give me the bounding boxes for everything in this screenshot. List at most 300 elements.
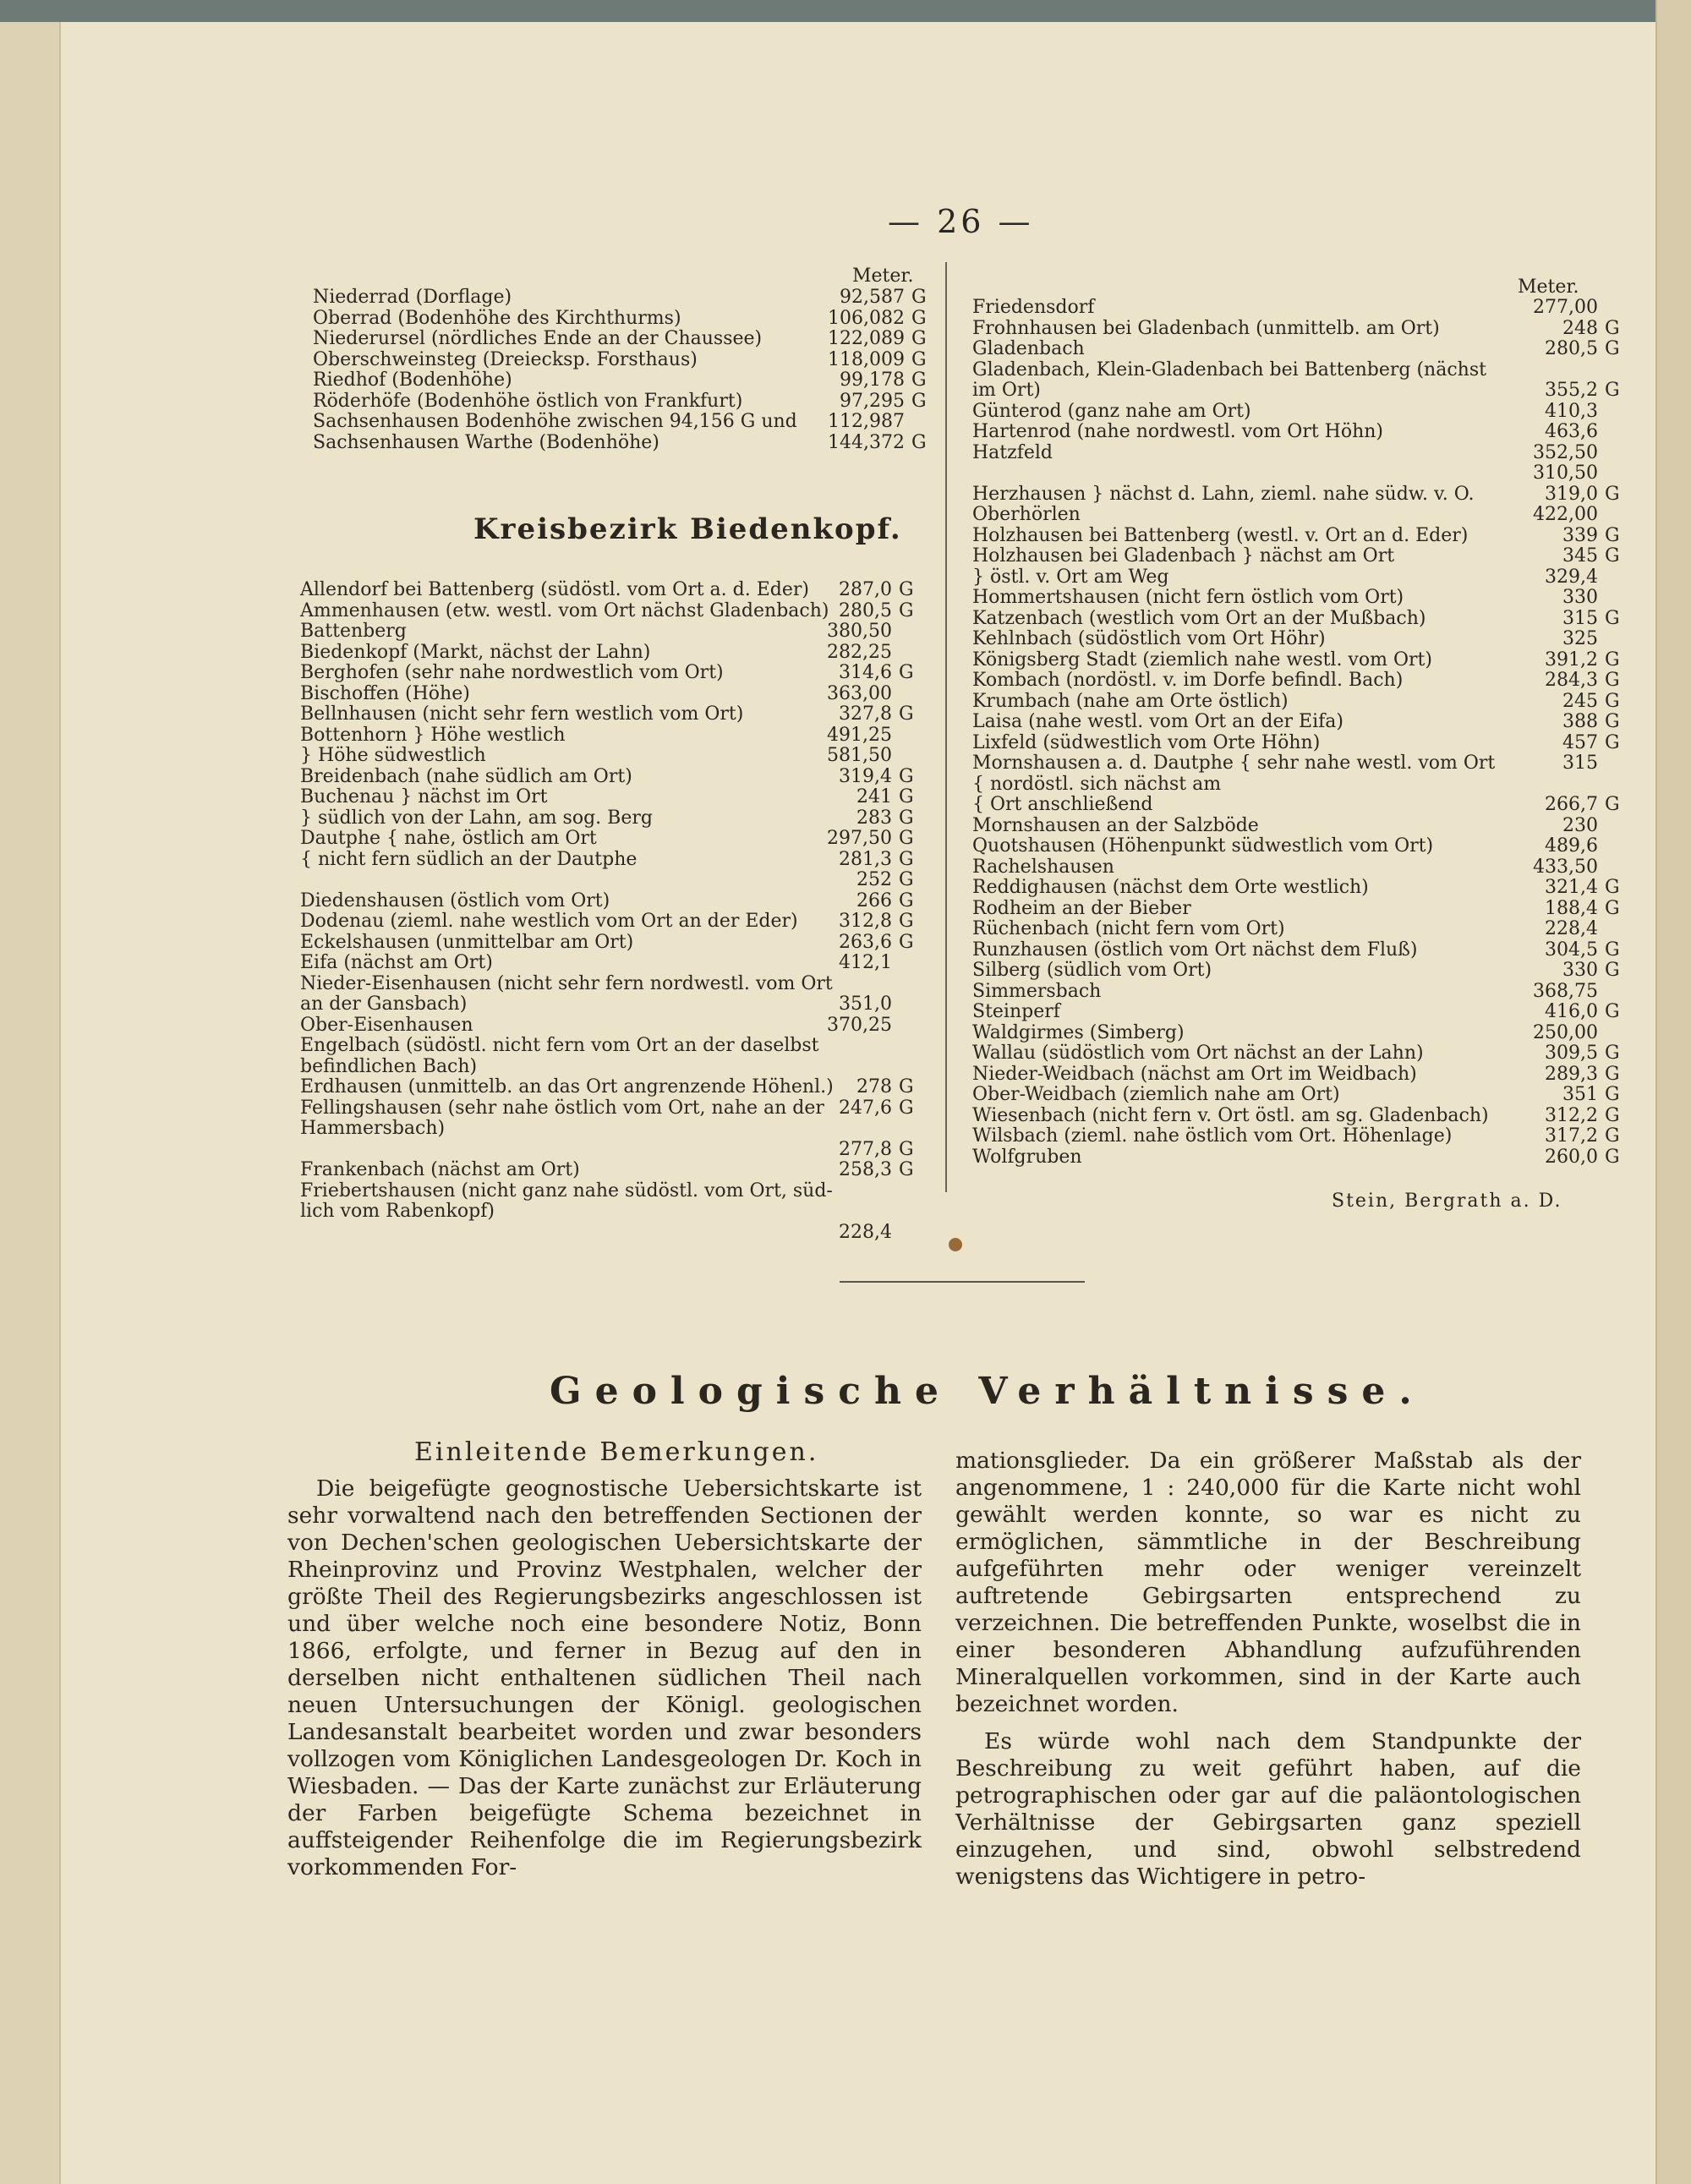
table-row [972,961,1640,982]
table-row [313,433,939,454]
table-row [972,733,1640,754]
table-row [972,505,1640,526]
place-name: Hammersbach) [300,1118,446,1139]
table-row [972,1106,1640,1127]
elevation-value: 317,2 [1545,1125,1598,1147]
table-row [972,650,1640,671]
table-row [972,609,1640,630]
table-row [300,1223,939,1244]
source-mark: G [899,1076,914,1097]
place-name: Sachsenhausen Bodenhöhe zwischen 94,156 G und [313,411,797,432]
elevation-value: 248 [1562,317,1598,339]
elevation-value: 304,5 [1545,939,1598,961]
elevation-value: 321,4 [1545,877,1598,898]
elevation-value: 112,987 [828,411,905,432]
place-name: Wolfgruben [972,1146,1082,1168]
source-mark: G [1605,794,1620,815]
place-name: Battenberg [300,621,407,642]
elevation-table-frankfurt [313,287,939,453]
place-name: befindlichen Bach) [300,1055,478,1077]
elevation-value: 319,0 [1545,483,1598,505]
source-mark: G [1605,1084,1620,1105]
table-row [313,350,939,371]
place-name: Buchenau } nächst im Ort [300,786,548,807]
table-row [972,836,1640,857]
place-name: Berghofen (sehr nahe nordwestlich vom Ort) [300,662,724,683]
place-name: Niederursel (nördliches Ende an der Chaussee) [313,328,763,349]
place-name: Holzhausen bei Battenberg (westl. v. Ort an d. Eder) [972,524,1469,546]
table-row [300,684,939,705]
elevation-value: 297,50 [827,828,892,849]
elevation-value: 363,00 [827,682,892,704]
elevation-value: 144,372 [828,431,905,453]
elevation-value: 99,178 [840,369,905,391]
place-name: an der Gansbach) [300,993,468,1015]
table-row [300,725,939,747]
elevation-value: 278 [856,1076,892,1097]
source-mark: G [899,579,914,600]
paragraph: mationsglieder. Da ein größerer Maßstab als der angenommene, 1 : 240,000 für die Karte nicht wohl gewählt werden konnte, so war es nicht zu ermöglichen, sämmtliche in der Beschreibung aufgeführten mehr oder weniger vereinzelt auftretende Gebirgsarten entsprechend zu verzeichnen. Die betreffenden Punkte, woselbst die in einer besonderen Abhandlung aufzuführenden Mineralquellen vorkommen, sind in der Karte auch bezeichnet worden. [955,1448,1581,1717]
place-name: Katzenbach (westlich vom Ort an der Mußbach) [972,607,1426,629]
elevation-value: 315 [1562,607,1598,629]
place-name: Nieder-Weidbach (nächst am Ort im Weidbach) [972,1063,1417,1085]
elevation-value: 351,0 [839,993,892,1015]
table-row [300,1181,939,1202]
elevation-value: 312,8 [839,911,892,932]
elevation-value: 309,5 [1545,1043,1598,1064]
place-name: Frankenbach (nächst am Ort) [300,1159,580,1180]
elevation-value: 188,4 [1545,897,1598,919]
elevation-value: 92,587 [840,287,905,308]
place-name: Dautphe { nahe, östlich am Ort [300,828,597,849]
source-mark: G [911,431,927,453]
table-row [972,940,1640,961]
source-mark: G [899,807,914,829]
text-column-right [955,1448,1581,1891]
table-row [300,933,939,954]
table-row [972,919,1640,940]
elevation-value: 283 [856,807,892,829]
source-mark: G [899,848,914,870]
table-row [972,1085,1640,1106]
source-mark: G [1605,1001,1620,1022]
elevation-value: 339 [1562,524,1598,546]
place-name: Ober-Weidbach (ziemlich nahe am Ort) [972,1084,1340,1105]
elevation-value: 284,3 [1545,670,1598,691]
elevation-value: 266 [856,889,892,911]
elevation-value: 230 [1562,814,1598,836]
place-name: Quotshausen (Höhenpunkt südwestlich vom Ort) [972,835,1434,857]
place-name: Dodenau (zieml. nahe westlich vom Ort an der Eder) [300,911,798,932]
elevation-value: 422,00 [1533,504,1598,525]
table-row [972,899,1640,920]
table-row [300,891,939,912]
place-name: im Ort) [972,380,1041,401]
source-mark: G [1605,877,1620,898]
table-row [300,580,939,601]
source-mark: G [1605,1125,1620,1147]
table-row [300,953,939,974]
elevation-value: 106,082 [828,307,905,329]
place-name: Rüchenbach (nicht fern vom Ort) [972,918,1285,939]
page-edge-left [0,22,61,2184]
source-mark: G [899,662,914,683]
elevation-value: 118,009 [828,348,905,370]
source-mark: G [899,1138,914,1160]
page-edge-right [1655,0,1691,2184]
place-name: Sachsenhausen Warthe (Bodenhöhe) [313,431,659,453]
elevation-value: 457 [1562,731,1598,753]
source-mark: G [1605,483,1620,505]
place-name: Hartenrod (nahe nordwestl. vom Ort Höhn) [972,421,1384,442]
source-mark: G [1605,1146,1620,1168]
table-row [972,402,1640,423]
table-row [972,878,1640,899]
source-mark: G [1605,524,1620,546]
table-row [300,1077,939,1098]
place-name: Mornshausen an der Salzböde [972,814,1259,836]
place-name: Oberschweinsteg (Dreiecksp. Forsthaus) [313,348,698,370]
source-mark: G [899,931,914,953]
elevation-value: 463,6 [1545,421,1598,442]
place-name: Bellnhausen (nicht sehr fern westlich vom Ort) [300,703,744,725]
place-name: Hommertshausen (nicht fern östlich vom Ort) [972,587,1404,608]
table-row [972,567,1640,588]
table-row [972,1002,1640,1023]
place-name: Reddighausen (nächst dem Orte westlich) [972,877,1369,898]
elevation-value: 355,2 [1545,380,1598,401]
place-name: Friebertshausen (nicht ganz nahe südöstl. vom Ort, süd- [300,1180,833,1201]
elevation-value: 122,089 [828,328,905,349]
table-row [972,1065,1640,1086]
source-mark: G [911,307,927,329]
table-row [300,829,939,850]
table-row [300,663,939,684]
place-name: Ober-Eisenhausen [300,1014,473,1036]
elevation-value: 416,0 [1545,1001,1598,1022]
table-row [972,712,1640,733]
table-row [300,787,939,808]
place-name: { nordöstl. sich nächst am [972,773,1222,795]
place-name: Holzhausen bei Gladenbach } nächst am Ort [972,545,1395,567]
elevation-value: 410,3 [1545,400,1598,422]
meter-header-right: Meter. [1518,276,1579,298]
place-name: { nicht fern südlich an der Dautphe [300,848,638,870]
table-row [300,746,939,767]
elevation-value: 281,3 [839,848,892,870]
table-row [972,1147,1640,1169]
place-name: Riedhof (Bodenhöhe) [313,369,512,391]
elevation-value: 287,0 [839,579,892,600]
elevation-value: 330 [1562,960,1598,981]
place-name: Hatzfeld [972,441,1053,463]
table-row [972,795,1640,816]
table-row [972,1126,1640,1147]
source-mark: G [899,786,914,807]
source-mark: G [1605,731,1620,753]
elevation-value: 391,2 [1545,649,1598,671]
source-mark: G [899,869,914,890]
place-name: Nieder-Eisenhausen (nicht sehr fern nordwestl. vom Ort [300,972,833,994]
elevation-value: 329,4 [1545,566,1598,588]
elevation-value: 345 [1562,545,1598,567]
place-name: Günterod (ganz nahe am Ort) [972,400,1251,422]
table-row [300,704,939,725]
table-row [972,671,1640,692]
place-name: Allendorf bei Battenberg (südöstl. vom Ort a. d. Eder) [300,579,809,600]
source-mark: G [1605,939,1620,961]
source-mark: G [1605,338,1620,359]
elevation-value: 277,00 [1533,297,1598,318]
table-row [300,1098,939,1119]
place-name: Bischoffen (Höhe) [300,682,470,704]
elevation-value: 241 [856,786,892,807]
paragraph: Die beigefügte geognostische Uebersichtskarte ist sehr vorwaltend nach den betreffenden Sectionen der von Dechen'schen geologischen Uebersichtskarte der Rheinprovinz und Provinz Westphalen, welcher der größte Theil des Regierungsbezirks angeschlossen ist und über welche noch eine besondere Notiz, Bonn 1866, erfolgte, und ferner in Bezug auf den in derselben nicht enthaltenen südlichen Theil nach neuen Untersuchungen der Königl. geologischen Landesanstalt bearbeitet worden und zwar besonders vollzogen vom Königlichen Landesgeologen Dr. Koch in Wiesbaden. — Das der Karte zunächst zur Erläuterung der Farben beigefügte Schema bezeichnet in auffsteigender Reihenfolge die im Regierungsbezirk vorkommenden For- [287,1475,922,1880]
place-name: Gladenbach, Klein-Gladenbach bei Battenberg (nächst [972,359,1486,380]
table-row [300,767,939,788]
place-name: Oberrad (Bodenhöhe des Kirchthurms) [313,307,681,329]
table-row [972,1023,1640,1044]
source-mark: G [911,287,927,308]
elevation-value: 330 [1562,587,1598,608]
elevation-value: 266,7 [1545,794,1598,815]
elevation-value: 412,1 [839,952,892,973]
elevation-value: 289,3 [1545,1063,1598,1085]
source-mark: G [899,828,914,849]
elevation-value: 97,295 [840,390,905,412]
table-row [972,526,1640,547]
place-name: { Ort anschließend [972,794,1153,815]
source-mark: G [911,328,927,349]
column-divider [945,262,947,1192]
place-name: } südlich von der Lahn, am sog. Berg [300,807,653,829]
table-row [313,391,939,413]
elevation-table-biedenkopf-left [300,580,939,1243]
elevation-value: 280,5 [839,599,892,621]
elevation-value: 581,50 [827,745,892,766]
section-rule [840,1281,1085,1283]
place-name: Fellingshausen (sehr nahe östlich vom Ort, nahe an der [300,1097,824,1119]
table-row [300,1015,939,1037]
table-row [972,1043,1640,1065]
table-row [972,857,1640,879]
table-row [300,1057,939,1078]
place-name: Herzhausen } nächst d. Lahn, zieml. nahe südw. v. O. [972,483,1475,505]
table-row [972,319,1640,340]
source-mark: G [1605,897,1620,919]
elevation-value: 282,25 [827,641,892,663]
table-row [972,360,1640,381]
main-heading: Geologische Verhältnisse. [550,1370,1426,1413]
elevation-value: 310,50 [1533,463,1598,484]
place-name: Erdhausen (unmittelb. an das Ort angrenzende Höhenl.) [300,1076,834,1097]
elevation-value: 280,5 [1545,338,1598,359]
elevation-value: 491,25 [827,724,892,746]
place-name: } östl. v. Ort am Weg [972,566,1169,588]
table-row [300,1140,939,1161]
table-row [972,775,1640,796]
source-mark: G [1605,960,1620,981]
table-row [972,753,1640,775]
table-row [300,870,939,891]
table-row [972,484,1640,506]
source-mark: G [911,369,927,391]
elevation-value: 370,25 [827,1014,892,1036]
place-name: Eifa (nächst am Ort) [300,952,493,973]
source-mark: G [1605,649,1620,671]
source-mark: G [899,599,914,621]
table-row [313,309,939,330]
elevation-value: 352,50 [1533,441,1598,463]
place-name: } Höhe südwestlich [300,745,486,766]
place-name: Runzhausen (östlich vom Ort nächst dem Fluß) [972,939,1418,961]
place-name: Wilsbach (zieml. nahe östlich vom Ort. Höhenlage) [972,1125,1453,1147]
table-row [972,692,1640,713]
table-row [300,1119,939,1140]
place-name: Oberhörlen [972,504,1081,525]
page-number: — 26 — [888,203,1034,240]
table-row [300,1160,939,1181]
source-mark: G [911,390,927,412]
elevation-value: 325 [1562,628,1598,649]
elevation-value: 319,4 [839,765,892,787]
paragraph: Es würde wohl nach dem Standpunkte der Beschreibung zu weit geführt haben, auf die petrographischen oder gar auf die paläontologischen Verhältnisse der Gebirgsarten ganz speziell einzugehen, und sind, obwohl selbstredend wenigstens das Wichtigere in petro- [955,1728,1581,1890]
elevation-value: 433,50 [1533,856,1598,878]
source-mark: G [899,889,914,911]
table-row [300,808,939,829]
table-row [313,370,939,391]
subheading: Einleitende Bemerkungen. [414,1437,819,1467]
table-row [313,329,939,350]
place-name: Rodheim an der Bieber [972,897,1191,919]
place-name: lich vom Rabenkopf) [300,1201,495,1222]
place-name: Diedenshausen (östlich vom Ort) [300,889,610,911]
source-mark: G [899,1159,914,1180]
place-name: Rachelshausen [972,856,1114,878]
table-row [300,601,939,622]
ink-spot [949,1238,962,1251]
source-mark: G [899,703,914,725]
table-row [300,1036,939,1057]
table-row [300,850,939,871]
elevation-table-biedenkopf-right [972,298,1640,1168]
place-name: Biedenkopf (Markt, nächst der Lahn) [300,641,651,663]
elevation-value: 260,0 [1545,1146,1598,1168]
elevation-value: 380,50 [827,621,892,642]
place-name: Waldgirmes (Simberg) [972,1021,1185,1043]
place-name: Engelbach (südöstl. nicht fern vom Ort an der daselbst [300,1035,819,1056]
source-mark: G [1605,670,1620,691]
text-column-left [287,1475,922,1881]
scan-border-top [0,0,1691,22]
table-row [972,629,1640,650]
place-name: Gladenbach [972,338,1085,359]
place-name: Eckelshausen (unmittelbar am Ort) [300,931,634,953]
table-row [300,974,939,995]
place-name: Niederrad (Dorflage) [313,287,512,308]
source-mark: G [899,911,914,932]
source-mark: G [1605,711,1620,732]
elevation-value: 368,75 [1533,980,1598,1002]
place-name: Silberg (südlich vom Ort) [972,960,1212,981]
source-mark: G [1605,690,1620,712]
elevation-value: 252 [856,869,892,890]
elevation-value: 247,6 [839,1097,892,1119]
author-signature: Stein, Bergrath a. D. [1332,1191,1562,1212]
elevation-value: 312,2 [1545,1104,1598,1126]
source-mark: G [1605,1104,1620,1126]
place-name: Röderhöfe (Bodenhöhe östlich von Frankfurt) [313,390,743,412]
place-name: Friedensdorf [972,297,1095,318]
table-row [972,982,1640,1003]
table-row [972,422,1640,443]
elevation-value: 250,00 [1533,1021,1598,1043]
place-name: Laisa (nahe westl. vom Ort an der Eifa) [972,711,1343,732]
section-heading-biedenkopf: Kreisbezirk Biedenkopf. [473,512,902,546]
place-name: Kombach (nordöstl. v. im Dorfe befindl. Bach) [972,670,1404,691]
table-row [972,546,1640,567]
place-name: Mornshausen a. d. Dautphe { sehr nahe westl. vom Ort [972,753,1496,774]
table-row [972,816,1640,837]
elevation-value: 327,8 [839,703,892,725]
place-name: Frohnhausen bei Gladenbach (unmittelb. am Ort) [972,317,1440,339]
elevation-value: 489,6 [1545,835,1598,857]
elevation-value: 258,3 [839,1159,892,1180]
source-mark: G [899,1097,914,1119]
place-name: Simmersbach [972,980,1102,1002]
place-name: Wallau (südöstlich vom Ort nächst an der Lahn) [972,1043,1424,1064]
place-name: Wiesenbach (nicht fern v. Ort östl. am sg. Gladenbach) [972,1104,1489,1126]
elevation-value: 228,4 [1545,918,1598,939]
table-row [972,463,1640,484]
meter-header-left: Meter. [852,265,914,287]
source-mark: G [1605,1043,1620,1064]
table-row [300,911,939,933]
source-mark: G [1605,607,1620,629]
table-row [972,380,1640,402]
table-row [300,643,939,664]
place-name: Ammenhausen (etw. westl. vom Ort nächst Gladenbach) [300,599,829,621]
table-row [972,443,1640,464]
table-row [300,621,939,643]
place-name: Krumbach (nahe am Orte östlich) [972,690,1289,712]
source-mark: G [1605,317,1620,339]
elevation-value: 277,8 [839,1138,892,1160]
place-name: Breidenbach (nahe südlich am Ort) [300,765,632,787]
elevation-value: 245 [1562,690,1598,712]
table-row [972,588,1640,609]
source-mark: G [1605,545,1620,567]
place-name: Bottenhorn } Höhe westlich [300,724,566,746]
elevation-value: 388 [1562,711,1598,732]
source-mark: G [911,348,927,370]
elevation-value: 351 [1562,1084,1598,1105]
elevation-value: 315 [1562,753,1598,774]
table-row [300,994,939,1015]
place-name: Steinperf [972,1001,1060,1022]
elevation-value: 228,4 [839,1221,892,1243]
place-name: Königsberg Stadt (ziemlich nahe westl. vom Ort) [972,649,1432,671]
table-row [300,1201,939,1223]
source-mark: G [899,765,914,787]
elevation-value: 263,6 [839,931,892,953]
elevation-value: 314,6 [839,662,892,683]
table-row [972,339,1640,360]
source-mark: G [1605,380,1620,401]
place-name: Kehlnbach (südöstlich vom Ort Höhr) [972,628,1326,649]
place-name: Lixfeld (südwestlich vom Orte Höhn) [972,731,1321,753]
source-mark: G [1605,1063,1620,1085]
